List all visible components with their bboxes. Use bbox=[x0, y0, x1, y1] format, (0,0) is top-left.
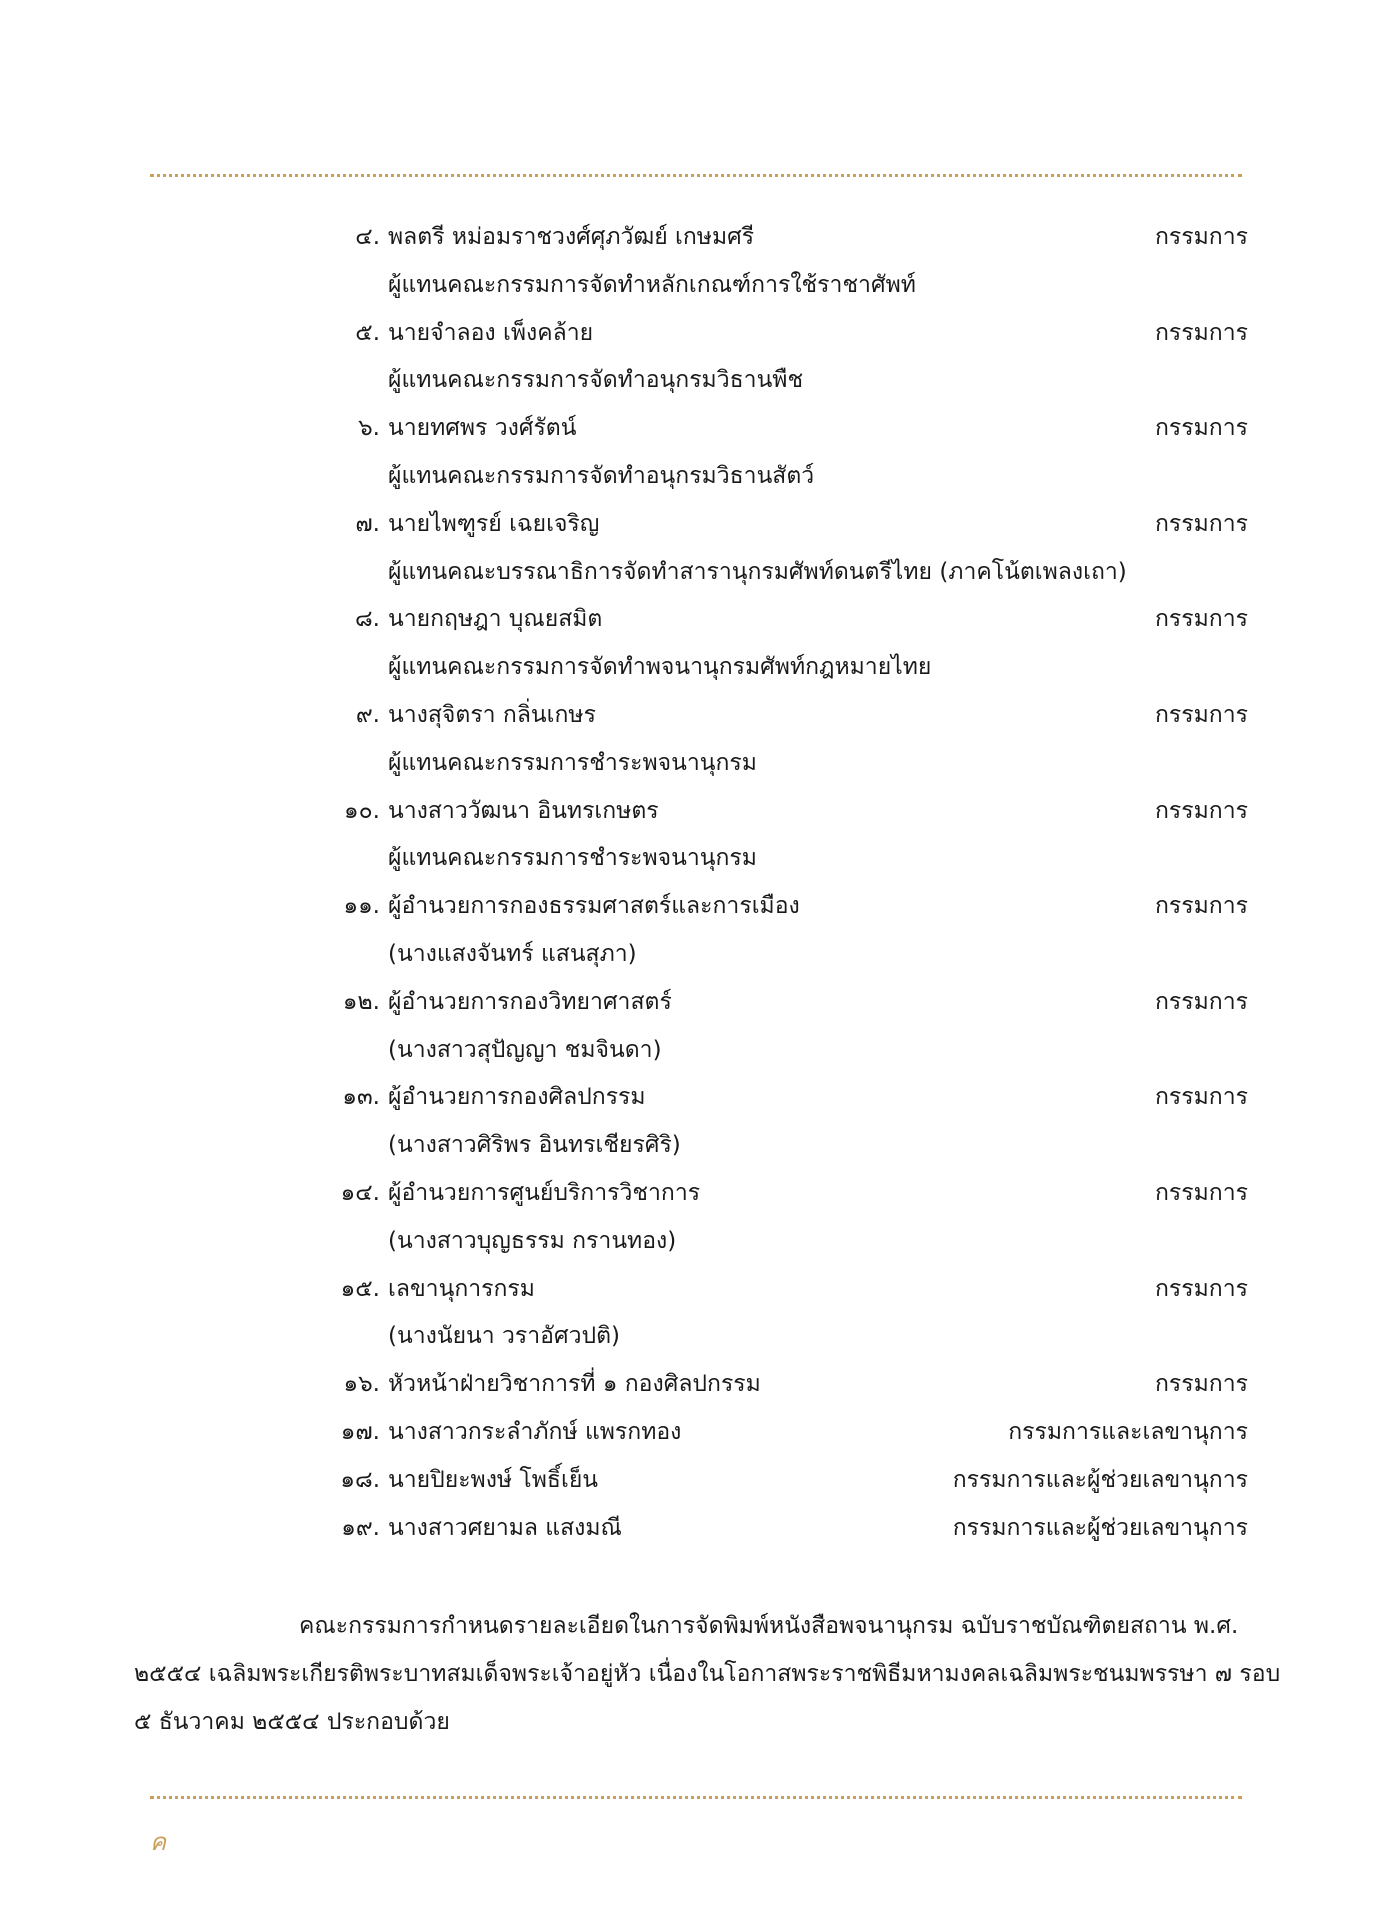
member-number: ๑๕. bbox=[340, 1275, 380, 1302]
member-detail-line bbox=[300, 549, 1248, 597]
member-detail-line bbox=[300, 835, 1248, 883]
member-name: นายทศพร วงศ์รัตน์ bbox=[388, 415, 577, 442]
member-role: กรรมการ bbox=[1155, 606, 1248, 633]
closing-line-2: ๒๕๕๔ เฉลิมพระเกียรติพระบาทสมเด็จพระเจ้าอยู่หัว เนื่องในโอกาสพระราชพิธีมหามงคลเฉลิมพระชนมพรรษา ๗ รอบ bbox=[134, 1661, 1281, 1687]
member-entry bbox=[300, 501, 1248, 549]
committee-member-list bbox=[300, 214, 1248, 1552]
member-number: ๘. bbox=[354, 606, 380, 633]
member-role: กรรมการ bbox=[1155, 1371, 1248, 1398]
member-detail: (นางสาวบุญธรรม กรานทอง) bbox=[388, 1227, 677, 1254]
page-number: ค bbox=[150, 1828, 167, 1856]
member-role: กรรมการและเลขานุการ bbox=[1008, 1418, 1248, 1445]
member-role: กรรมการและผู้ช่วยเลขานุการ bbox=[952, 1466, 1248, 1493]
member-role: กรรมการ bbox=[1155, 510, 1248, 537]
member-number: ๙. bbox=[355, 701, 380, 728]
member-number: ๔. bbox=[355, 224, 380, 250]
member-entry bbox=[300, 1170, 1248, 1218]
member-detail-line bbox=[300, 740, 1248, 788]
member-entry bbox=[300, 1505, 1248, 1553]
member-entry bbox=[300, 1361, 1248, 1409]
member-number: ๗. bbox=[355, 510, 380, 537]
bottom-dotted-divider bbox=[150, 1796, 1242, 1799]
member-name: นางสาวศยามล แสงมณี bbox=[388, 1514, 622, 1541]
member-name: ผู้อำนวยการกองธรรมศาสตร์และการเมือง bbox=[388, 893, 800, 920]
member-detail: ผู้แทนคณะกรรมการชำระพจนานุกรม bbox=[388, 845, 757, 872]
member-detail-line bbox=[300, 453, 1248, 501]
member-number: ๑๓. bbox=[342, 1084, 380, 1111]
top-dotted-divider bbox=[150, 174, 1242, 177]
member-detail-line bbox=[300, 1218, 1248, 1266]
closing-text-1: คณะกรรมการกำหนดรายละเอียดในการจัดพิมพ์หนังสือพจนานุกรม ฉบับราชบัณฑิตยสถาน พ.ศ. bbox=[299, 1613, 1239, 1639]
member-entry bbox=[300, 788, 1248, 836]
member-name: นายปิยะพงษ์ โพธิ์เย็น bbox=[388, 1466, 599, 1493]
member-name: นางสุจิตรา กลิ่นเกษร bbox=[388, 701, 596, 728]
member-entry bbox=[300, 596, 1248, 644]
member-entry bbox=[300, 883, 1248, 931]
member-entry bbox=[300, 1074, 1248, 1122]
member-detail: ผู้แทนคณะกรรมการจัดทำหลักเกณฑ์การใช้ราชาศัพท์ bbox=[388, 271, 916, 298]
member-number: ๑๑. bbox=[343, 893, 380, 920]
member-number: ๕. bbox=[355, 319, 380, 346]
member-number: ๑๙. bbox=[341, 1514, 380, 1541]
member-number: ๑๐. bbox=[344, 797, 380, 824]
member-role: กรรมการ bbox=[1155, 1275, 1248, 1302]
member-entry bbox=[300, 214, 1248, 262]
member-detail-line bbox=[300, 1122, 1248, 1170]
member-name: ผู้อำนวยการกองศิลปกรรม bbox=[388, 1084, 646, 1111]
member-entry bbox=[300, 692, 1248, 740]
member-role: กรรมการ bbox=[1155, 415, 1248, 442]
member-detail-line bbox=[300, 357, 1248, 405]
member-name: นางสาวกระลำภักษ์ แพรกทอง bbox=[388, 1418, 682, 1445]
member-number: ๖. bbox=[358, 415, 380, 442]
member-detail: (นางสาวสุปัญญา ชมจินดา) bbox=[388, 1036, 662, 1063]
member-number: ๑๔. bbox=[340, 1179, 380, 1206]
member-detail-line bbox=[300, 644, 1248, 692]
member-number: ๑๗. bbox=[340, 1418, 380, 1445]
member-name: นายกฤษฎา บุณยสมิต bbox=[388, 606, 603, 633]
member-detail: ผู้แทนคณะบรรณาธิการจัดทำสารานุกรมศัพท์ดนตรีไทย (ภาคโน้ตเพลงเถา) bbox=[388, 558, 1127, 585]
member-entry bbox=[300, 310, 1248, 358]
closing-line-3: ๕ ธันวาคม ๒๕๕๔ ประกอบด้วย bbox=[134, 1709, 450, 1735]
member-detail-line bbox=[300, 1313, 1248, 1361]
member-entry bbox=[300, 1409, 1248, 1457]
member-role: กรรมการ bbox=[1155, 1179, 1248, 1206]
member-detail: (นางนัยนา วราอัศวปติ) bbox=[388, 1323, 621, 1350]
member-role: กรรมการ bbox=[1155, 1084, 1248, 1111]
member-role: กรรมการ bbox=[1155, 319, 1248, 346]
member-name: เลขานุการกรม bbox=[388, 1275, 535, 1302]
member-detail: ผู้แทนคณะกรรมการจัดทำอนุกรมวิธานสัตว์ bbox=[388, 462, 815, 489]
member-name: ผู้อำนวยการศูนย์บริการวิชาการ bbox=[388, 1179, 701, 1206]
member-name: ผู้อำนวยการกองวิทยาศาสตร์ bbox=[388, 988, 672, 1015]
member-entry bbox=[300, 979, 1248, 1027]
member-detail-line bbox=[300, 931, 1248, 979]
member-detail-line bbox=[300, 262, 1248, 310]
member-role: กรรมการ bbox=[1155, 701, 1248, 728]
member-entry bbox=[300, 405, 1248, 453]
member-detail: ผู้แทนคณะกรรมการชำระพจนานุกรม bbox=[388, 749, 757, 776]
member-detail: ผู้แทนคณะกรรมการจัดทำอนุกรมวิธานพืช bbox=[388, 367, 804, 394]
member-detail: ผู้แทนคณะกรรมการจัดทำพจนานุกรมศัพท์กฎหมายไทย bbox=[388, 654, 932, 681]
closing-paragraph bbox=[134, 1602, 1281, 1746]
member-name: หัวหน้าฝ่ายวิชาการที่ ๑ กองศิลปกรรม bbox=[388, 1371, 761, 1398]
member-detail: (นางสาวศิริพร อินทรเชียรศิริ) bbox=[388, 1132, 681, 1159]
member-number: ๑๒. bbox=[342, 988, 380, 1015]
member-name: พลตรี หม่อมราชวงศ์ศุภวัฒย์ เกษมศรี bbox=[388, 224, 755, 250]
closing-line-1 bbox=[134, 1602, 1242, 1650]
member-detail-line bbox=[300, 1027, 1248, 1075]
member-number: ๑๘. bbox=[340, 1466, 380, 1493]
member-role: กรรมการ bbox=[1155, 224, 1248, 250]
member-number: ๑๖. bbox=[343, 1371, 380, 1398]
member-role: กรรมการ bbox=[1155, 988, 1248, 1015]
member-entry bbox=[300, 1266, 1248, 1314]
member-role: กรรมการ bbox=[1155, 893, 1248, 920]
member-name: นายไพฑูรย์ เฉยเจริญ bbox=[388, 510, 600, 537]
member-name: นางสาววัฒนา อินทรเกษตร bbox=[388, 797, 659, 824]
member-entry bbox=[300, 1457, 1248, 1505]
member-role: กรรมการ bbox=[1155, 797, 1248, 824]
member-detail: (นางแสงจันทร์ แสนสุภา) bbox=[388, 940, 637, 967]
member-name: นายจำลอง เพ็งคล้าย bbox=[388, 319, 594, 346]
member-role: กรรมการและผู้ช่วยเลขานุการ bbox=[952, 1514, 1248, 1541]
